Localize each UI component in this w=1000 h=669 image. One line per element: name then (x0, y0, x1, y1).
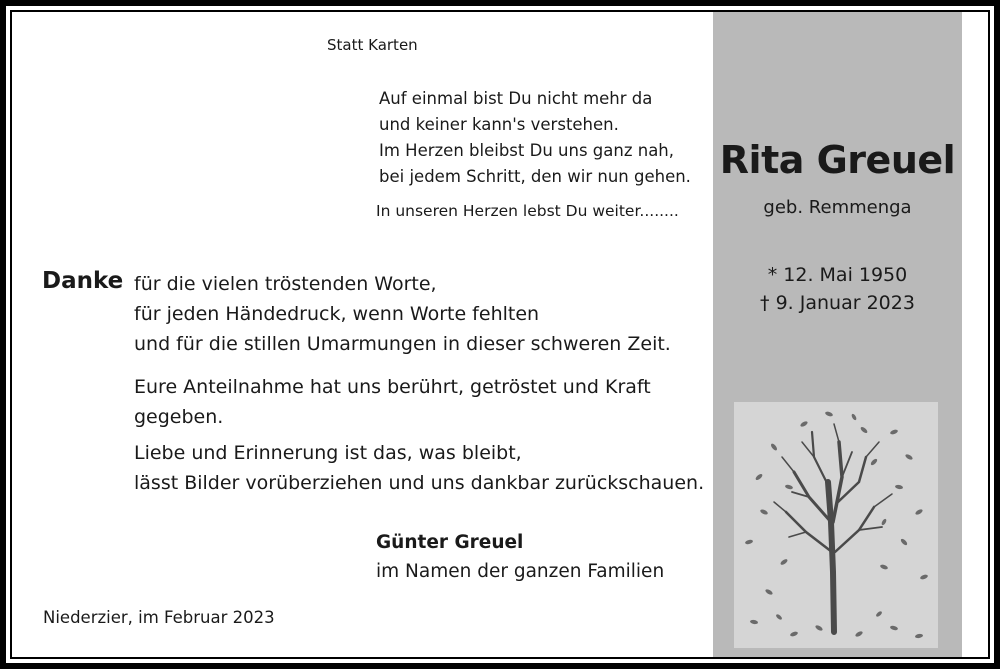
death-date: † 9. Januar 2023 (760, 292, 915, 314)
thanks-paragraph-2: Eure Anteilnahme hat uns berührt, getröstet und Kraft gegeben. (134, 376, 651, 428)
birth-date: * 12. Mai 1950 (767, 264, 908, 286)
signer-subline: im Namen der ganzen Familien (376, 561, 665, 582)
thanks-paragraph-3: Liebe und Erinnerung ist das, was bleibt, lässt Bilder vorüberziehen und uns dankbar zurückschauen. (134, 442, 705, 494)
poem-closing-line: In unseren Herzen lebst Du weiter........ (376, 202, 679, 220)
tree-image (734, 402, 938, 648)
statt-karten-text: Statt Karten (327, 36, 418, 54)
tree-with-falling-leaves-icon (734, 402, 938, 648)
place-date: Niederzier, im Februar 2023 (43, 608, 275, 627)
signer-name: Günter Greuel (376, 532, 524, 553)
deceased-name: Rita Greuel (719, 138, 956, 182)
poem-verse: Auf einmal bist Du nicht mehr da und keiner kann's verstehen. Im Herzen bleibst Du uns ganz nah, bei jedem Schritt, den wir nun gehen. (379, 89, 691, 186)
maiden-name: geb. Remmenga (763, 197, 912, 218)
danke-heading: Danke (42, 268, 124, 294)
thanks-paragraph-1: für die vielen tröstenden Worte, für jeden Händedruck, wenn Worte fehlten und für die stillen Umarmungen in dieser schweren Zeit. (134, 273, 671, 355)
